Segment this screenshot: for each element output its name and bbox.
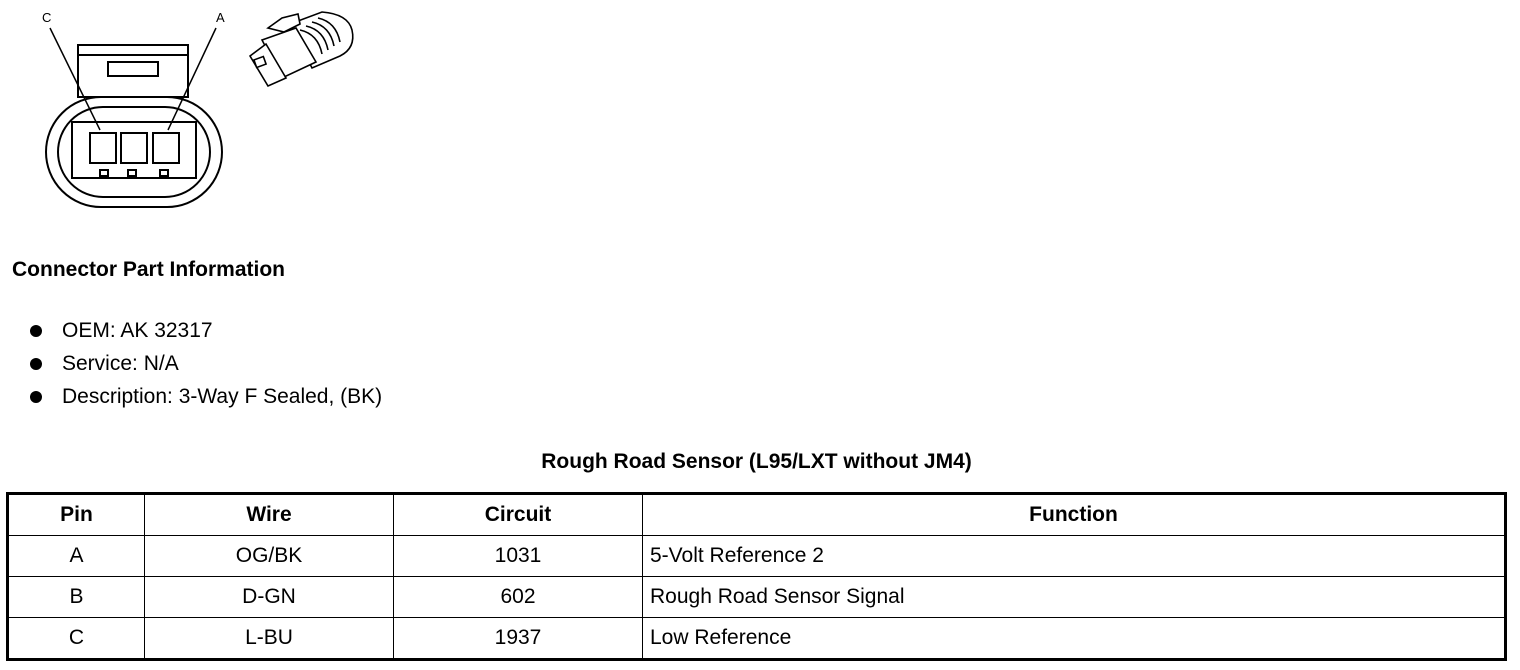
- cell-circuit: 1937: [394, 618, 643, 660]
- table-header-row: [8, 494, 1506, 536]
- table-row: [8, 577, 1506, 618]
- cell-circuit: 602: [394, 577, 643, 618]
- cell-pin: A: [8, 536, 145, 577]
- description-text: Description: 3-Way F Sealed, (BK): [62, 384, 383, 408]
- connector-3d-view: [250, 12, 353, 86]
- connector-info-heading: Connector Part Information: [12, 258, 286, 281]
- cell-function: Low Reference: [643, 618, 1506, 660]
- list-item: [30, 380, 382, 413]
- pin-label-a: A: [216, 10, 225, 25]
- header-circuit: Circuit: [394, 494, 643, 536]
- pinout-table: [6, 492, 1507, 661]
- bullet-icon: [30, 325, 42, 337]
- header-wire: Wire: [145, 494, 394, 536]
- list-item: [30, 347, 382, 380]
- cell-pin: C: [8, 618, 145, 660]
- pin-label-c: C: [42, 10, 52, 25]
- cell-wire: D-GN: [145, 577, 394, 618]
- connector-diagram: [0, 0, 370, 225]
- oem-text: OEM: AK 32317: [62, 318, 213, 342]
- header-pin: Pin: [8, 494, 145, 536]
- table-row: [8, 618, 1506, 660]
- cell-function: 5-Volt Reference 2: [643, 536, 1506, 577]
- table-title: Rough Road Sensor (L95/LXT without JM4): [541, 450, 972, 473]
- service-text: Service: N/A: [62, 351, 179, 375]
- list-item: [30, 314, 382, 347]
- cell-wire: L-BU: [145, 618, 394, 660]
- table-row: [8, 536, 1506, 577]
- bullet-icon: [30, 391, 42, 403]
- cell-circuit: 1031: [394, 536, 643, 577]
- bullet-icon: [30, 358, 42, 370]
- cell-wire: OG/BK: [145, 536, 394, 577]
- connector-info-list: [30, 314, 382, 413]
- header-function: Function: [643, 494, 1506, 536]
- connector-face-view: [46, 28, 222, 207]
- cell-function: Rough Road Sensor Signal: [643, 577, 1506, 618]
- cell-pin: B: [8, 577, 145, 618]
